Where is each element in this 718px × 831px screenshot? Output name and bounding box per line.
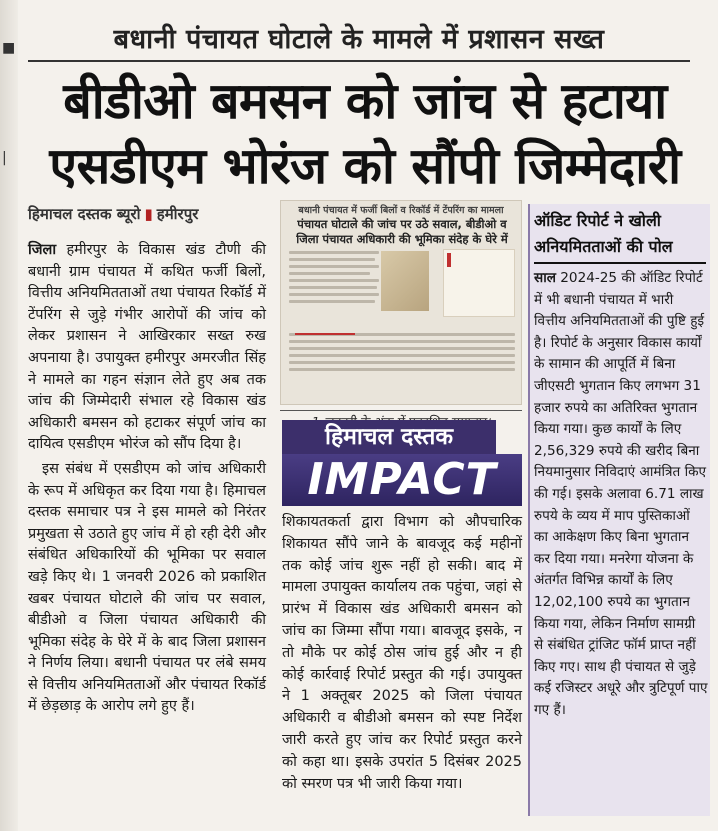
sidebar-body (534, 268, 708, 721)
clipping-photo (381, 251, 429, 311)
sidebar-lead-word: साल (534, 270, 556, 286)
main-headline-line1: बीडीओ बमसन को जांच से हटाया (63, 72, 667, 130)
brand-name-band: हिमाचल दस्तक (282, 420, 496, 454)
left-paragraph-2 (28, 459, 266, 718)
sidebar-title (534, 208, 706, 264)
middle-column-text: शिकायतकर्ता द्वारा विभाग को औपचारिक शिकायत सौंपे जाने के बावजूद कई महीनों तक कोई जांच शुरू नहीं हो सकी। बाद में मामला उपायुक्त कार्यालय तक पहुंचा, जहां से प्रारंभ में विकास खंड अधिकारी बमसन को जांच का जिम्मा सौंपा गया। बावजूद इसके, न तो मौके पर कोई ठोस जांच हुई और न ही कोई कार्रवाई रिपोर्ट प्रस्तुत की गई। उपायुक्त ने 1 अक्तूबर 2025 को जिला पंचायत अधिकारी व बीडीओ बमसन को स्पष्ट निर्देश जारी करते हुए जांच कर रिपोर्ट प्रस्तुत करने को कहा था। इसके उपरांत 5 दिसंबर 2025 को स्मरण पत्र भी जारी किया गया। (282, 514, 522, 792)
main-headline-line2: एसडीएम भोरंज को सौंपी जिम्मेदारी (49, 137, 681, 195)
kicker-headline: बधानी पंचायत घोटाले के मामले में प्रशासन सख्त (28, 18, 690, 62)
clipping-highlight-box (443, 249, 515, 317)
impact-band: IMPACT (282, 454, 522, 506)
clipping-sidebar-block (295, 333, 355, 375)
clipping-top-strip: बधानी पंचायत में फर्जी बिलों व रिकॉर्ड में टेंपरिंग का मामला (298, 205, 504, 216)
adjacent-page-edge (0, 0, 18, 831)
byline-location: हमीरपुर (156, 205, 199, 223)
clipping-headline: पंचायत घोटाले की जांच पर उठे सवाल, बीडीओ व जिला पंचायत अधिकारी की भूमिका संदेह के घेरे में (296, 217, 508, 246)
lead-word: जिला (28, 242, 57, 258)
sidebar-text: 2024-25 की ऑडिट रिपोर्ट में भी बधानी पंचायत में भारी वित्तीय अनियमितताओं की पुष्टि हुई है। रिपोर्ट के अनुसार विकास कार्यों के सामान की आपूर्ति में बिना जीएसटी भुगतान किए लगभग 31 हजार रुपये का अतिरिक्त भुगतान किया गया। कुछ कार्यों के लिए 2,56,329 रुपये की खरीद बिना नियमानुसार निविदाएं आमंत्रित किए की गई। इसके अलावा 6.71 लाख रुपये के व्यय में माप पुस्तिकाओं का आकेक्षण किए बिना भुगतान कर दिया गया। मनरेगा योजना के अंतर्गत विभिन्न कार्यों के लिए 12,02,100 रुपये का भुगतान किया गया, लेकिन निर्माण सामग्री से संबंधित ट्रांजिट फॉर्म प्राप्त नहीं किए गए। साथ ही पंचायत से जुड़े कई रजिस्टर अधूरे और त्रुटिपूर्ण पाए गए हैं। (534, 270, 708, 718)
left-paragraph-1 (28, 240, 266, 456)
edge-mark: ■ (2, 40, 16, 56)
byline-source: हिमाचल दस्तक ब्यूरो (28, 205, 141, 223)
edge-mark: | (2, 150, 7, 166)
news-clipping-image (280, 200, 522, 405)
sidebar-title-line2: अनियमितताओं की पोल (534, 237, 673, 256)
paragraph-text: इस संबंध में एसडीएम को जांच अधिकारी के रूप में अधिकृत कर दिया गया है। हिमाचल दस्तक समाचार पत्र ने इस मामले को निरंतर प्रमुखता से उठाते हुए जांच में हो रही देरी और संबंधित अधिकारियों की भूमिका पर सवाल खड़े किए थे। 1 जनवरी 2026 को प्रकाशित खबर पंचायत घोटाले की जांच पर सवाल, बीडीओ व जिला पंचायत अधिकारी की भूमिका संदेह के घेरे में के बाद जिला प्रशासन ने निर्णय लिया। बधानी पंचायत पर लंबे समय से वित्तीय अनियमितताओं और पंचायत रिकॉर्ड में छेड़छाड़ के आरोप लगे हुए हैं। (28, 460, 266, 715)
left-column (28, 240, 266, 721)
sidebar-title-line1: ऑडिट रिपोर्ट ने खोली (534, 211, 661, 230)
byline (28, 204, 198, 224)
byline-separator-icon: ▮ (144, 205, 153, 223)
paragraph-text: हमीरपुर के विकास खंड टौणी की बधानी ग्राम पंचायत में कथित फर्जी बिलों, वित्तीय अनियमितताओं तथा पंचायत रिकॉर्ड में टेंपरिंग से जुड़े गंभीर आरोपों की जांच को लेकर प्रशासन ने आखिरकार सख्त रुख अपनाया है। उपायुक्त हमीरपुर अमरजीत सिंह ने मामले का गहन संज्ञान लेते हुए अब तक जांच की जिम्मेदारी संभाल रहे विकास खंड अधिकारी बमसन को हटाकर संपूर्ण जांच का दायित्व एसडीएम भोरंज को सौंप दिया है। (28, 242, 267, 453)
